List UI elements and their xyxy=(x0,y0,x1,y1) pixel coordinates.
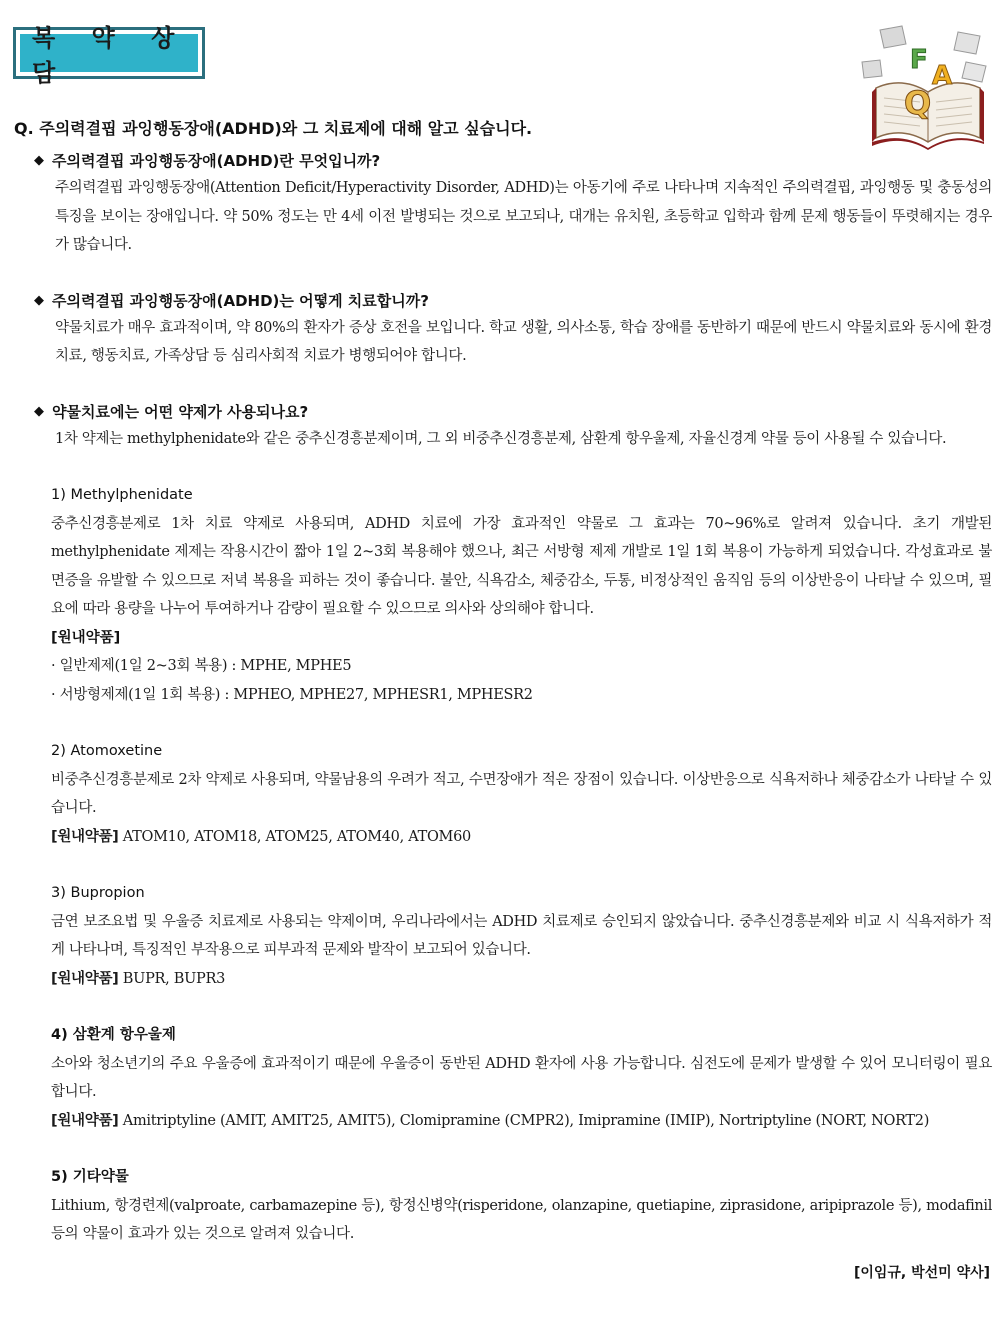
page-title: 복 약 상 담 xyxy=(20,34,198,72)
drug-tricyclic xyxy=(0,1021,1000,1135)
author-credit: [이임규, 박선미 약사] xyxy=(853,1265,990,1281)
faq-letter-f: F xyxy=(910,45,928,75)
article-body xyxy=(0,148,1000,1249)
section-what-is-adhd xyxy=(0,148,1000,260)
drug-title: 4) 삼환계 항우울제 xyxy=(51,1027,176,1043)
faq-book-icon xyxy=(858,22,998,150)
drug-title: 1) Methylphenidate xyxy=(51,487,193,503)
drug-body: 금연 보조요법 및 우울증 치료제로 사용되는 약제이며, 우리나라에서는 ADHD 치료제로 승인되지 않았습니다. 중추신경흥분제와 비교 시 식욕저하가 적게 나타나며, 특징적인 부작용으로 피부과적 문제와 발작이 보고되어 있습니다. xyxy=(51,913,992,958)
drug-body: 비중추신경흥분제로 2차 약제로 사용되며, 약물남용의 우려가 적고, 수면장애가 적은 장점이 있습니다. 이상반응으로 식욕저하나 체중감소가 나타날 수 있습니다. xyxy=(51,771,992,816)
section-heading: 주의력결핍 과잉행동장애(ADHD)란 무엇입니까? xyxy=(52,152,381,170)
section-treatment xyxy=(0,288,1000,371)
section-body: 1차 약제는 methylphenidate와 같은 중추신경흥분제이며, 그 외 비중추신경흥분제, 삼환계 항우울제, 자율신경계 약물 등이 사용될 수 있습니다. xyxy=(55,430,947,447)
diamond-bullet-icon: ◆ xyxy=(34,292,44,308)
drug-atomoxetine xyxy=(0,737,1000,851)
drug-list-item: · 서방형제제(1일 1회 복용) : MPHEO, MPHE27, MPHESR1, MPHESR2 xyxy=(51,686,533,703)
faq-letter-a: A xyxy=(932,61,953,91)
diamond-bullet-icon: ◆ xyxy=(34,153,44,168)
drug-other xyxy=(0,1163,1000,1249)
section-heading: 약물치료에는 어떤 약제가 사용되나요? xyxy=(52,402,309,421)
drug-body: 소아와 청소년기의 주요 우울증에 효과적이기 때문에 우울증이 동반된 ADHD 환자에 사용 가능합니다. 심전도에 문제가 발생할 수 있어 모니터링이 필요합니다. xyxy=(51,1055,992,1100)
drug-products xyxy=(51,1107,1000,1136)
drug-label: [원내약품] xyxy=(51,629,121,646)
drug-bupropion xyxy=(0,879,1000,993)
drug-products xyxy=(51,823,1000,852)
drug-label: [원내약품] xyxy=(51,1112,119,1129)
title-box xyxy=(13,24,205,87)
drug-label: [원내약품] xyxy=(51,970,119,987)
section-drug-types xyxy=(0,399,1000,454)
section-body: 약물치료가 매우 효과적이며, 약 80%의 환자가 증상 호전을 보입니다. 학교 생활, 의사소통, 학습 장애를 동반하기 때문에 반드시 약물치료와 동시에 환경치료, 행동치료, 가족상담 등 심리사회적 치료가 병행되어야 합니다. xyxy=(55,319,992,364)
drug-title: 2) Atomoxetine xyxy=(51,743,163,759)
faq-letter-q: Q xyxy=(904,84,932,122)
drug-items: Amitriptyline (AMIT, AMIT25, AMIT5), Clomipramine (CMPR2), Imipramine (IMIP), Nortriptyline (NORT, NORT2) xyxy=(118,1112,930,1129)
drug-items: ATOM10, ATOM18, ATOM25, ATOM40, ATOM60 xyxy=(118,828,471,845)
diamond-bullet-icon: ◆ xyxy=(34,403,44,419)
section-heading: 주의력결핍 과잉행동장애(ADHD)는 어떻게 치료합니까? xyxy=(52,291,429,310)
drug-list-item: · 일반제제(1일 2~3회 복용) : MPHE, MPHE5 xyxy=(51,658,352,674)
drug-title: 5) 기타약물 xyxy=(51,1169,129,1185)
drug-products xyxy=(51,965,1000,994)
drug-items: BUPR, BUPR3 xyxy=(118,970,226,987)
section-body: 주의력결핍 과잉행동장애(Attention Deficit/Hyperactivity Disorder, ADHD)는 아동기에 주로 나타나며 지속적인 주의력결핍, 과잉행동 및 충동성의 특징을 보이는 장애입니다. 약 50% 정도는 만 4세 이전 발병되는 것으로 보고되나, 대개는 유치원, 초등학교 입학과 함께 문제 행동들이 뚜렷해지는 경우가 많습니다. xyxy=(55,180,992,253)
drug-body: 중추신경흥분제로 1차 치료 약제로 사용되며, ADHD 치료에 가장 효과적인 약물로 그 효과는 70~96%로 알려져 있습니다. 초기 개발된 methylphenidate 제제는 작용시간이 짧아 1일 2~3회 복용해야 했으나, 최근 서방형 제제 개발로 1일 1회 복용이 가능하게 되었습니다. 각성효과로 불면증을 유발할 수 있으므로 저녁 복용을 피하는 것이 좋습니다. 불안, 식욕감소, 체중감소, 두통, 비정상적인 움직임 등의 이상반응이 나타날 수 있으며, 필요에 따라 용량을 나누어 투여하거나 감량이 필요할 수 있으므로 의사와 상의해야 합니다. xyxy=(51,515,992,617)
question-heading: Q. 주의력결핍 과잉행동장애(ADHD)와 그 치료제에 대해 알고 싶습니다. xyxy=(14,119,533,138)
drug-label: [원내약품] xyxy=(51,828,119,845)
drug-body: Lithium, 항경련제(valproate, carbamazepine 등), 항정신병약(risperidone, olanzapine, quetiapine, ziprasidone, aripiprazole 등), modafinil 등의 약물이 효과가 있는 것으로 알려져 있습니다. xyxy=(51,1197,992,1242)
drug-title: 3) Bupropion xyxy=(51,885,145,901)
drug-methylphenidate xyxy=(0,481,1000,709)
